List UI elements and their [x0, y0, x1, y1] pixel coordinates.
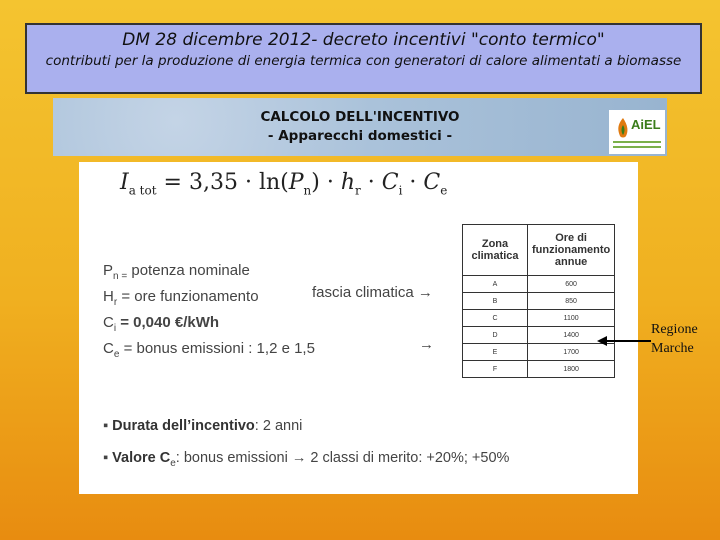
- definition-ci: [103, 310, 315, 336]
- def-sub: r: [113, 297, 118, 308]
- def-symbol: C: [103, 340, 114, 357]
- formula-lhs-sub: a tot: [128, 183, 157, 198]
- def-symbol: P: [103, 262, 114, 279]
- formula-prefix: = 3,35 · ln(: [163, 170, 289, 195]
- hours-cell: 600: [528, 276, 615, 293]
- arrow-left-icon: [597, 334, 652, 348]
- hours-cell: 1800: [528, 361, 615, 378]
- aiel-logo: [609, 110, 665, 154]
- table-row: [463, 276, 615, 293]
- def-text: potenza nominale: [127, 262, 250, 279]
- arrow-right-icon: →: [419, 336, 434, 353]
- banner-title: CALCOLO DELL'INCENTIVO: [260, 109, 460, 125]
- bullet-label: Valore C: [112, 450, 171, 466]
- section-banner: [53, 98, 667, 156]
- regione-label: [651, 320, 698, 358]
- hours-cell: 1700: [528, 344, 615, 361]
- zone-cell: D: [463, 327, 528, 344]
- formula-p: P: [288, 170, 304, 195]
- hours-cell: 1400: [528, 327, 615, 344]
- formula-dot: ·: [360, 170, 382, 195]
- def-sub: e: [113, 349, 120, 360]
- hours-cell: 850: [528, 293, 615, 310]
- page-title: DM 28 dicembre 2012- decreto incentivi "conto termico": [122, 30, 605, 50]
- def-text: = 0,040 €/kWh: [116, 314, 220, 331]
- definition-ce: [103, 336, 315, 362]
- slide-content: [79, 162, 638, 494]
- table-row: [463, 344, 615, 361]
- flame-icon: [615, 116, 631, 140]
- def-sub: i: [113, 323, 117, 334]
- banner-subtitle: - Apparecchi domestici -: [267, 128, 453, 144]
- zone-cell: A: [463, 276, 528, 293]
- bullet-label: Durata dell’incentivo: [112, 418, 255, 434]
- table-row: [463, 327, 615, 344]
- formula-lhs: I: [120, 170, 129, 195]
- table-row: [463, 361, 615, 378]
- bullet-valore: ▪ Valore $C_e$: bonus emissioni → 2 classi di merito: +20%; +50%: [103, 450, 510, 469]
- formula-dot: ·: [402, 170, 424, 195]
- bullet-durata: ▪ Durata dell’incentivo: 2 anni: [103, 418, 303, 434]
- def-text: = bonus emissioni : 1,2 e 1,5: [119, 340, 315, 357]
- incentive-formula: [120, 170, 447, 197]
- regione-line: Marche: [651, 341, 694, 356]
- page-subtitle: contributi per la produzione di energia termica con generatori di calore alimentati a biomasse: [45, 53, 682, 69]
- table-row: [463, 310, 615, 327]
- climate-zone-table: [462, 224, 615, 378]
- fascia-climatica-label: fascia climatica →: [312, 284, 433, 301]
- zone-cell: B: [463, 293, 528, 310]
- zone-cell: F: [463, 361, 528, 378]
- def-symbol: H: [103, 288, 114, 305]
- formula-c: C: [381, 170, 399, 195]
- formula-h-sub: r: [355, 183, 361, 198]
- def-text: = ore funzionamento: [117, 288, 259, 305]
- definition-pn: [103, 258, 315, 284]
- zone-cell: E: [463, 344, 528, 361]
- column-header: Ore di funzionamento annue: [528, 225, 615, 276]
- definition-hr: [103, 284, 315, 310]
- formula-ce: C: [423, 170, 441, 195]
- bullet-value: : 2 anni: [254, 418, 303, 434]
- logo-divider: [613, 141, 661, 143]
- definitions-list: [103, 258, 315, 362]
- regione-line: Regione: [651, 322, 698, 337]
- formula-h: h: [340, 170, 356, 195]
- bullet-sub: e: [170, 457, 176, 469]
- formula-mid: ) ·: [311, 170, 341, 195]
- bullet-value: : bonus emissioni → 2 classi di merito: +20%; +50%: [175, 450, 510, 466]
- title-box: [25, 23, 702, 94]
- column-header: Zona climatica: [463, 225, 528, 276]
- formula-ce-sub: e: [440, 183, 448, 198]
- logo-text: AiEL: [631, 117, 661, 132]
- table-header-row: [463, 225, 615, 276]
- logo-divider: [613, 146, 661, 148]
- table-row: [463, 293, 615, 310]
- zone-cell: C: [463, 310, 528, 327]
- def-sub: n =: [113, 271, 128, 282]
- formula-p-sub: n: [303, 183, 312, 198]
- def-symbol: C: [103, 314, 114, 331]
- formula-c-sub: i: [398, 183, 403, 198]
- hours-cell: 1100: [528, 310, 615, 327]
